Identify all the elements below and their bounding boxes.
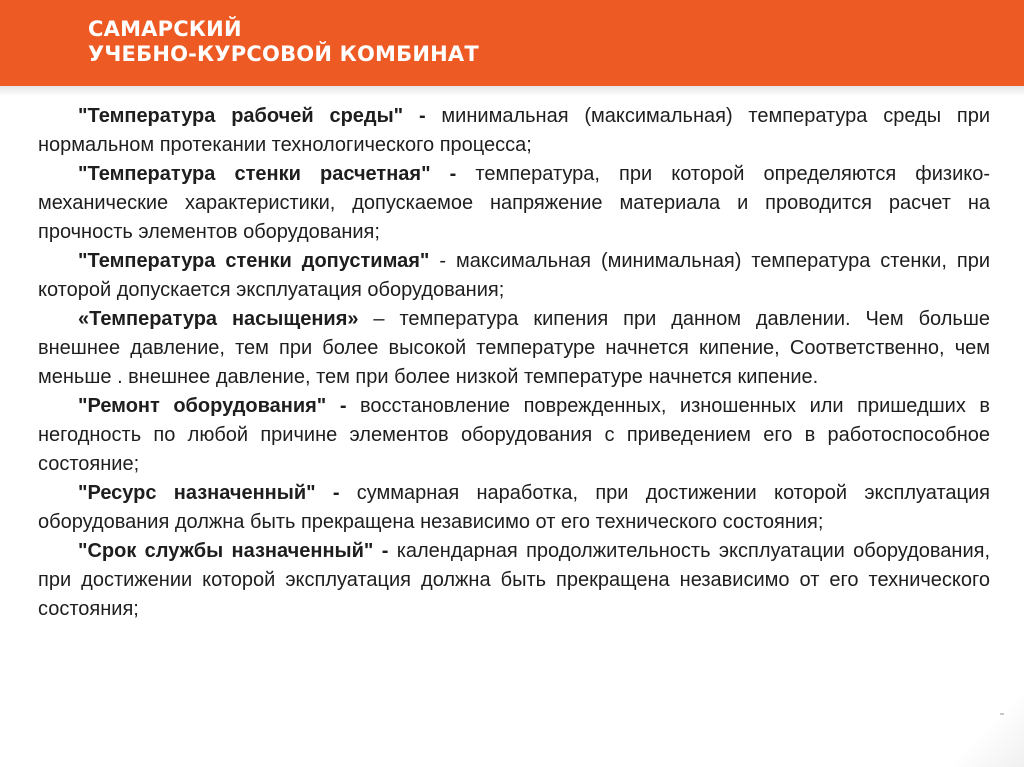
definition-term: "Ремонт оборудования" -: [78, 395, 347, 417]
organization-title-line-1: САМАРСКИЙ: [88, 17, 242, 41]
page-corner-shade: [954, 677, 1024, 767]
definition-assigned-resource: [38, 479, 990, 537]
header-bar: [0, 0, 1024, 86]
definition-term: "Срок службы назначенный" -: [78, 540, 389, 562]
definition-term: "Температура стенки допустимая": [78, 250, 430, 272]
definition-term: "Температура рабочей среды" -: [78, 105, 426, 127]
slide-marker: [1000, 713, 1004, 715]
definition-design-wall-temperature: [38, 160, 990, 247]
definition-text: календарная продолжительность эксплуатации оборудования, при достижении которой эксплуатация должна быть прекращена независимо от его технического состояния;: [38, 540, 990, 620]
definition-permissible-wall-temperature: [38, 247, 990, 305]
definition-text: минимальная (максимальная) температура среды при нормальном протекании технологического процесса;: [38, 105, 990, 156]
definition-text: - максимальная (минимальная) температура стенки, при которой допускается эксплуатация оборудования;: [38, 250, 990, 301]
definition-text: суммарная наработка, при достижении которой эксплуатация оборудования должна быть прекращена независимо от его технического состояния;: [38, 482, 990, 533]
definition-saturation-temperature: [38, 305, 990, 392]
definition-working-medium-temperature: [38, 102, 990, 160]
definition-text: восстановление поврежденных, изношенных или пришедших в негодность по любой причине элементов оборудования с приведением его в работоспособное состояние;: [38, 395, 990, 475]
header-shadow: [0, 86, 1024, 96]
definitions-list: [38, 102, 990, 624]
definition-equipment-repair: [38, 392, 990, 479]
definition-term: «Температура насыщения»: [78, 308, 359, 330]
definition-text: температура, при которой определяются физико-механические характеристики, допускаемое напряжение материала и проводится расчет на прочность элементов оборудования;: [38, 163, 991, 243]
definition-term: "Температура стенки расчетная" -: [78, 163, 457, 185]
definition-term: "Ресурс назначенный" -: [78, 482, 340, 504]
organization-title-line-2: УЧЕБНО-КУРСОВОЙ КОМБИНАТ: [88, 42, 479, 66]
definition-text: – температура кипения при данном давлении. Чем больше внешнее давление, тем при более высокой температуре начнется кипение, Соответственно, чем меньше . внешнее давление, тем при более низкой температуре начнется кипение.: [38, 308, 990, 388]
definition-assigned-service-life: [38, 537, 990, 624]
organization-title: [88, 17, 479, 67]
